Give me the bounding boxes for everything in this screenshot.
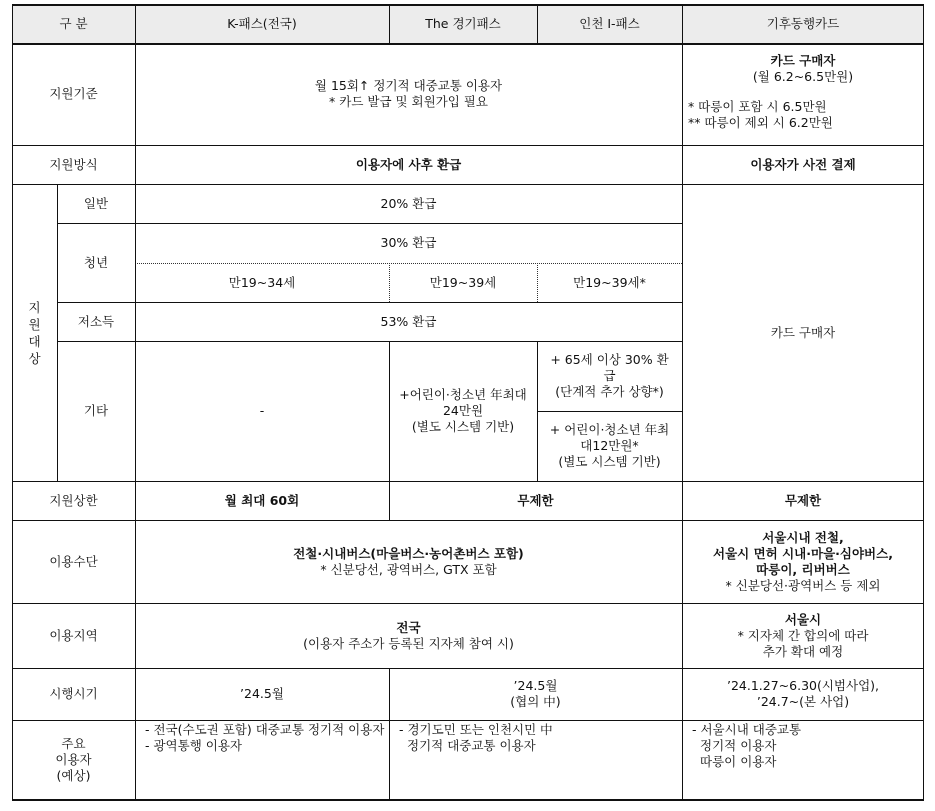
header-incheon-text: 인천 I-패스 [579,15,640,31]
means-common-line1: 전철·시내버스(마을버스·농어촌버스 포함) [293,545,524,561]
launch-kpass-text: ’24.5월 [240,686,284,701]
method-label-text: 지원방식 [49,156,98,172]
rule-bottom [12,799,924,801]
users-gyeonggi-line2: 정기적 대중교통 이용자 [407,738,536,753]
rule-v-label [135,4,136,800]
rule-v-youth-dotted-2 [537,263,538,302]
rule-right [923,4,924,800]
rule-v-limit [389,481,390,520]
criteria-common-line1: 월 15회↑ 정기적 대중교통 이용자 [314,78,503,93]
youth-label-text: 청년 [83,254,109,270]
other-incheon-a-line3: (단계적 추가 상향*) [555,384,664,399]
rule-h-method [12,184,924,185]
target-label-char1: 지 [28,299,41,315]
launch-climate-line1: ’24.1.27~6.30(시범사업), [726,678,880,693]
other-incheon-b-line3: (별도 시스템 기반) [558,454,661,469]
area-common-line2: (이용자 주소가 등록된 지자체 참여 시) [303,635,514,651]
area-climate-line3: 추가 확대 예정 [762,643,844,659]
means-label [12,520,135,603]
other-kpass-text: - [259,403,265,418]
limit-kpass-text: 월 최대 60회 [224,492,300,508]
users-gyeonggi-line1: - 경기도민 또는 인천시민 中 [399,722,553,737]
header-category-text: 구 분 [59,15,88,31]
header-climate-text: 기후동행카드 [766,15,840,31]
launch-label-text: 시행시기 [49,686,98,701]
criteria-common-line2: * 카드 발급 및 회원가입 필요 [329,94,488,109]
criteria-climate-line2: (월 6.2~6.5만원) [752,69,854,84]
limit-kpass [135,481,389,520]
comparison-table [12,4,924,800]
rule-h-launch [12,720,924,721]
rule-top [12,4,924,6]
means-label-text: 이용수단 [49,553,98,569]
area-label-text: 이용지역 [49,627,98,643]
criteria-climate-line3: * 따릉이 포함 시 6.5만원 [688,99,827,114]
rule-h-youth [57,302,682,303]
launch-label [12,668,135,720]
launch-gi-line2: (협의 中) [510,694,561,709]
lowincome-value [135,302,682,341]
target-label-char3: 대 [28,333,41,349]
method-label [12,145,135,184]
rule-v-kpass-header [389,4,390,43]
general-label-text: 일반 [83,195,109,211]
users-label-line2: 이용자 [55,752,92,767]
users-climate-line3: 따릉이 이용자 [700,754,777,769]
rule-h-means [12,603,924,604]
limit-label-text: 지원상한 [49,492,98,508]
header-climate [682,4,924,43]
rule-h-area [12,668,924,669]
means-climate-line1: 서울시내 전철, [762,529,844,545]
youth-value-text: 30% 환급 [380,235,437,250]
rule-v-climate [682,4,683,800]
rule-h-header [12,43,924,45]
users-label-line3: (예상) [56,768,91,783]
method-common [135,145,682,184]
area-common-line1: 전국 [396,619,421,635]
general-label [57,184,135,223]
lowincome-label-text: 저소득 [77,313,115,329]
other-gyeonggi-line2: 24만원 [442,403,484,418]
launch-climate [682,668,924,720]
users-kpass-line1: - 전국(수도권 포함) 대중교통 정기적 이용자 [145,722,385,737]
limit-gyeonggi-incheon-text: 무제한 [517,492,554,508]
general-value-text: 20% 환급 [380,195,437,211]
criteria-climate-line4: ** 따릉이 제외 시 6.2만원 [688,115,833,130]
target-label [12,184,57,481]
other-gyeonggi-line3: (별도 시스템 기반) [411,419,515,434]
method-climate-text: 이용자가 사전 결제 [750,156,856,172]
rule-v-incheon-header [537,4,538,43]
rule-v-users [389,720,390,800]
target-climate [682,184,924,481]
users-label-line1: 주요 [61,736,86,751]
means-common-line2: * 신분당선, 광역버스, GTX 포함 [320,561,497,577]
means-common [135,520,682,603]
rule-h-limit [12,520,924,521]
limit-climate [682,481,924,520]
users-climate [682,720,924,800]
other-incheon-a-line2: 급 [603,368,616,383]
users-climate-line1: - 서울시내 대중교통 [692,722,802,737]
other-kpass [135,341,389,481]
header-gyeonggi [389,4,537,43]
header-kpass [135,4,389,43]
rule-v-other-2 [537,341,538,481]
means-climate-line4: * 신분당선·광역버스 등 제외 [725,577,881,593]
area-climate [682,603,924,668]
rule-h-target [12,481,924,482]
limit-climate-text: 무제한 [784,492,822,508]
header-gyeonggi-text: The 경기패스 [425,15,501,31]
rule-h-youth-dotted [135,263,682,264]
youth-value [135,223,682,263]
criteria-climate-line1: 카드 구매자 [770,53,836,68]
criteria-label [12,43,135,145]
youth-kpass-age [135,263,389,302]
youth-gyeonggi-age-text: 만19~39세 [429,274,497,290]
launch-gyeonggi-incheon [389,668,682,720]
users-climate-line2: 정기적 이용자 [700,738,777,753]
youth-label [57,223,135,302]
other-incheon-senior [537,341,682,411]
general-value [135,184,682,223]
rule-h-lowincome [57,341,682,342]
header-kpass-text: K-패스(전국) [227,15,297,31]
users-gyeonggi [389,720,682,800]
area-climate-line1: 서울시 [784,611,822,627]
limit-label [12,481,135,520]
users-label [12,720,135,800]
rule-left [12,4,13,800]
users-kpass-line2: - 광역통행 이용자 [145,738,242,753]
rule-h-incheon-other [537,411,682,412]
other-label-text: 기타 [83,403,109,418]
lowincome-value-text: 53% 환급 [380,313,437,329]
other-label [57,341,135,481]
target-climate-text: 카드 구매자 [770,324,836,340]
youth-incheon-age-text: 만19~39세* [573,274,646,290]
rule-h-general [57,223,682,224]
rule-v-target-inner [57,184,58,481]
criteria-climate [682,43,924,145]
youth-incheon-age [537,263,682,302]
youth-gyeonggi-age [389,263,537,302]
means-climate-line3: 따릉이, 리버버스 [756,561,850,577]
other-incheon-b-line2: 대12만원* [580,438,639,453]
means-climate-line2: 서울시 면허 시내·마을·심야버스, [713,545,893,561]
youth-kpass-age-text: 만19~34세 [228,274,296,290]
limit-gyeonggi-incheon [389,481,682,520]
area-climate-line2: * 지자체 간 합의에 따라 [737,627,869,643]
users-kpass [135,720,389,800]
method-climate [682,145,924,184]
launch-gi-line1: ’24.5월 [513,678,558,693]
rule-v-other-1 [389,341,390,481]
target-label-char4: 상 [28,350,41,366]
other-incheon-youth [537,411,682,481]
lowincome-label [57,302,135,341]
launch-kpass [135,668,389,720]
criteria-common [135,43,682,145]
rule-h-criteria [12,145,924,146]
rule-v-launch [389,668,390,720]
area-common [135,603,682,668]
target-label-char2: 원 [28,316,41,332]
area-label [12,603,135,668]
means-climate [682,520,924,603]
other-gyeonggi-line1: +어린이·청소년 年최대 [399,387,527,402]
other-incheon-b-line1: + 어린이·청소년 年최 [549,422,670,437]
rule-v-youth-dotted-1 [389,263,390,302]
other-incheon-a-line1: + 65세 이상 30% 환 [550,352,669,367]
criteria-label-text: 지원기준 [49,86,98,101]
other-gyeonggi [389,341,537,481]
method-common-text: 이용자에 사후 환급 [355,156,462,172]
header-category [12,4,135,43]
header-incheon [537,4,682,43]
launch-climate-line2: ’24.7~(본 사업) [756,694,850,709]
